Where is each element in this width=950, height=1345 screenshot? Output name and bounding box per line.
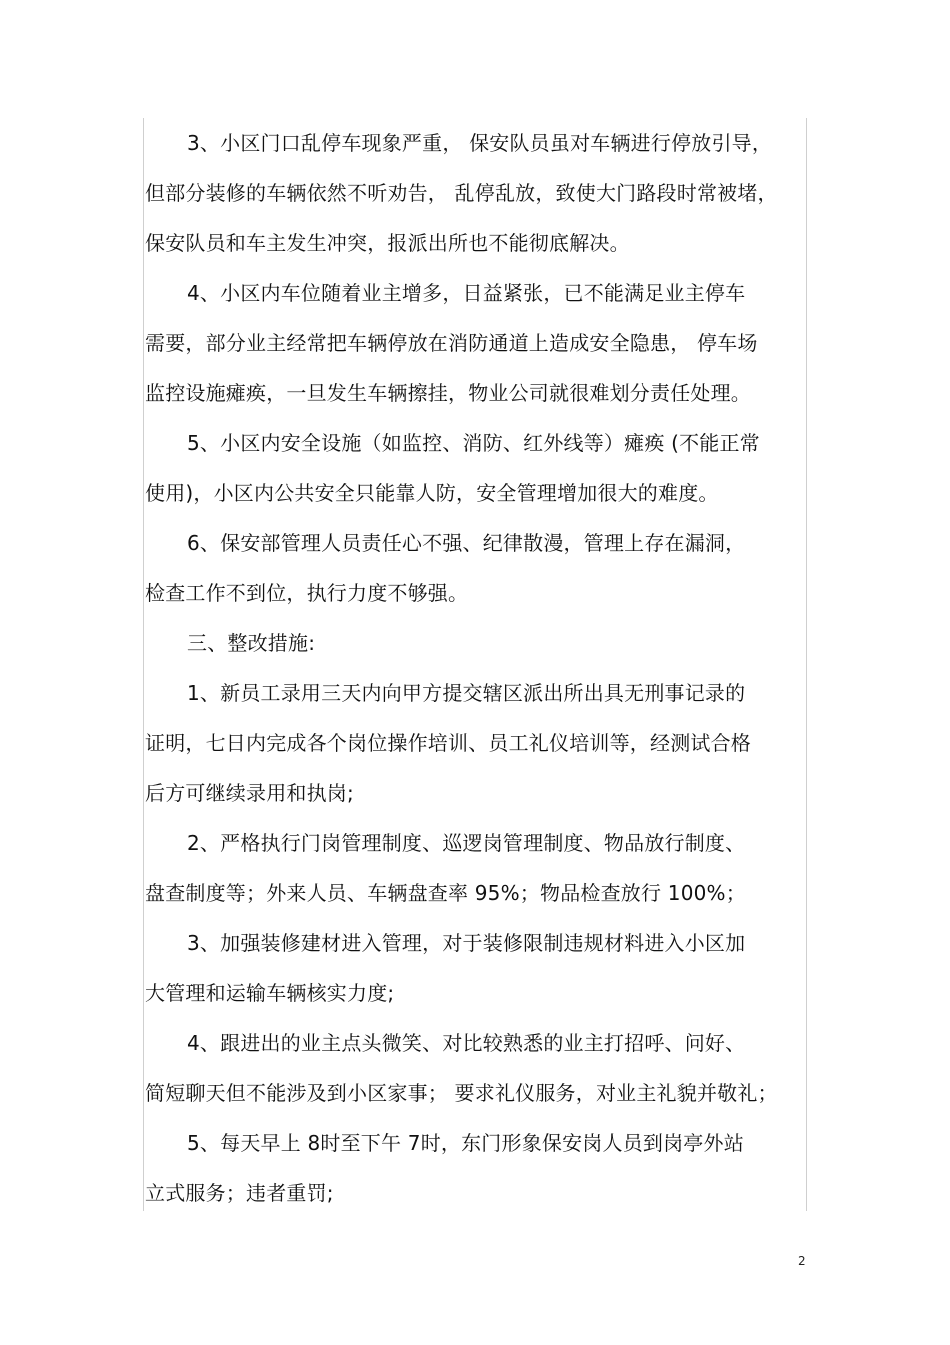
paragraph-line: 大管理和运输车辆核实力度;	[145, 981, 395, 1005]
paragraph-line: 但部分装修的车辆依然不听劝告， 乱停乱放，致使大门路段时常被堵，	[145, 181, 778, 205]
paragraph-line: 3、小区门口乱停车现象严重， 保安队员虽对车辆进行停放引导，	[187, 131, 773, 155]
paragraph-line: 监控设施瘫痪，一旦发生车辆擦挂，物业公司就很难划分责任处理。	[145, 381, 751, 405]
paragraph-line: 4、跟进出的业主点头微笑、对比较熟悉的业主打招呼、问好、	[187, 1031, 746, 1055]
paragraph-line: 1、新员工录用三天内向甲方提交辖区派出所出具无刑事记录的	[187, 681, 746, 705]
paragraph-line: 5、每天早上 8时至下午 7时，东门形象保安岗人员到岗亭外站	[187, 1131, 744, 1155]
paragraph-line: 保安队员和车主发生冲突，报派出所也不能彻底解决。	[145, 231, 630, 255]
paragraph-line: 使用)，小区内公共安全只能靠人防，安全管理增加很大的难度。	[145, 481, 719, 505]
paragraph-line: 盘查制度等；外来人员、车辆盘查率 95%；物品检查放行 100%；	[145, 881, 746, 905]
paragraph-line: 简短聊天但不能涉及到小区家事； 要求礼仪服务，对业主礼貌并敬礼；	[145, 1081, 778, 1105]
section-heading: 三、整改措施:	[187, 631, 316, 655]
paragraph-line: 3、加强装修建材进入管理，对于装修限制违规材料进入小区加	[187, 931, 746, 955]
paragraph-line: 6、保安部管理人员责任心不强、纪律散漫，管理上存在漏洞，	[187, 531, 746, 555]
page-number: 2	[798, 1254, 806, 1268]
paragraph-line: 需要，部分业主经常把车辆停放在消防通道上造成安全隐患， 停车场	[145, 331, 758, 355]
paragraph-line: 5、小区内安全设施（如监控、消防、红外线等）瘫痪 (不能正常	[187, 431, 760, 455]
paragraph-line: 检查工作不到位，执行力度不够强。	[145, 581, 469, 605]
paragraph-line: 2、严格执行门岗管理制度、巡逻岗管理制度、物品放行制度、	[187, 831, 746, 855]
paragraph-line: 立式服务；违者重罚;	[145, 1181, 334, 1205]
paragraph-line: 后方可继续录用和执岗;	[145, 781, 354, 805]
left-border-line	[143, 118, 144, 1211]
right-border-line	[806, 118, 807, 1211]
paragraph-line: 证明，七日内完成各个岗位操作培训、员工礼仪培训等，经测试合格	[145, 731, 751, 755]
paragraph-line: 4、小区内车位随着业主增多，日益紧张，已不能满足业主停车	[187, 281, 746, 305]
